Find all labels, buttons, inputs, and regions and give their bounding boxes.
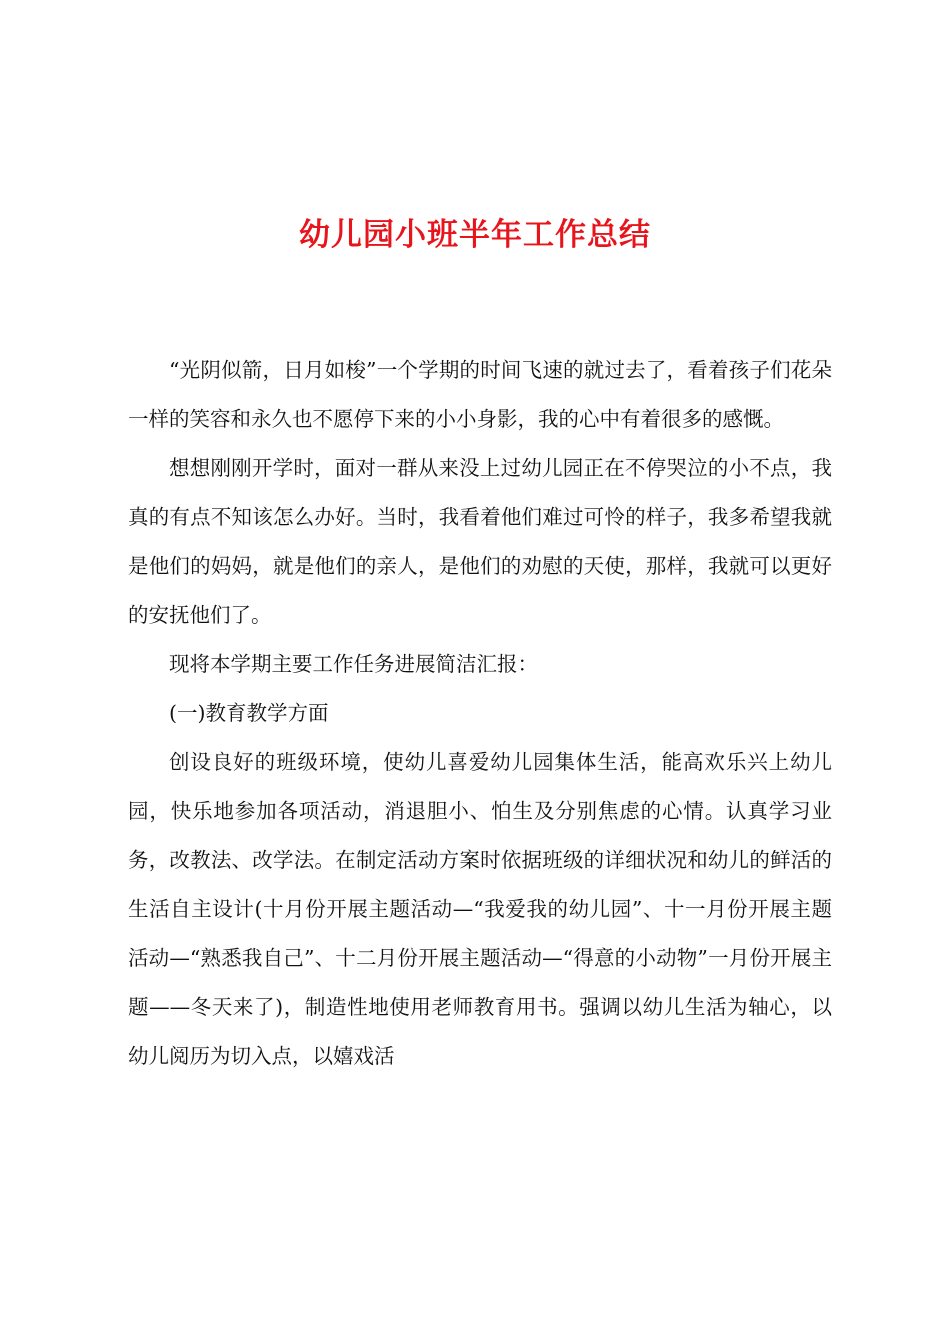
document-body <box>128 346 832 1081</box>
section-heading-education: (一)教育教学方面 <box>169 701 329 725</box>
paragraph-recollection: 想想刚刚开学时，面对一群从来没上过幼儿园正在不停哭泣的小不点，我真的有点不知该怎么办好。当时，我看着他们难过可怜的样子，我多希望我就是他们的妈妈，就是他们的亲人，是他们的劝慰的天使，那样，我就可以更好的安抚他们了。 <box>128 456 832 627</box>
paragraph-report-lead: 现将本学期主要工作任务进展简洁汇报： <box>169 652 538 676</box>
paragraph-education: 创设良好的班级环境，使幼儿喜爱幼儿园集体生活，能高欢乐兴上幼儿园，快乐地参加各项活动，消退胆小、怕生及分别焦虑的心情。认真学习业务，改教法、改学法。在制定活动方案时依据班级的详细状况和幼儿的鲜活的生活自主设计(十月份开展主题活动—“我爱我的幼儿园”、十一月份开展主题活动—“熟悉我自己”、十二月份开展主题活动—“得意的小动物”一月份开展主题——冬天来了)，制造性地使用老师教育用书。强调以幼儿生活为轴心，以幼儿阅历为切入点，以嬉戏活 <box>128 750 832 1068</box>
document-title: 幼儿园小班半年工作总结 <box>299 217 651 253</box>
paragraph-intro: “光阴似箭，日月如梭”一个学期的时间飞速的就过去了，看着孩子们花朵一样的笑容和永久也不愿停下来的小小身影，我的心中有着很多的感慨。 <box>128 358 832 431</box>
